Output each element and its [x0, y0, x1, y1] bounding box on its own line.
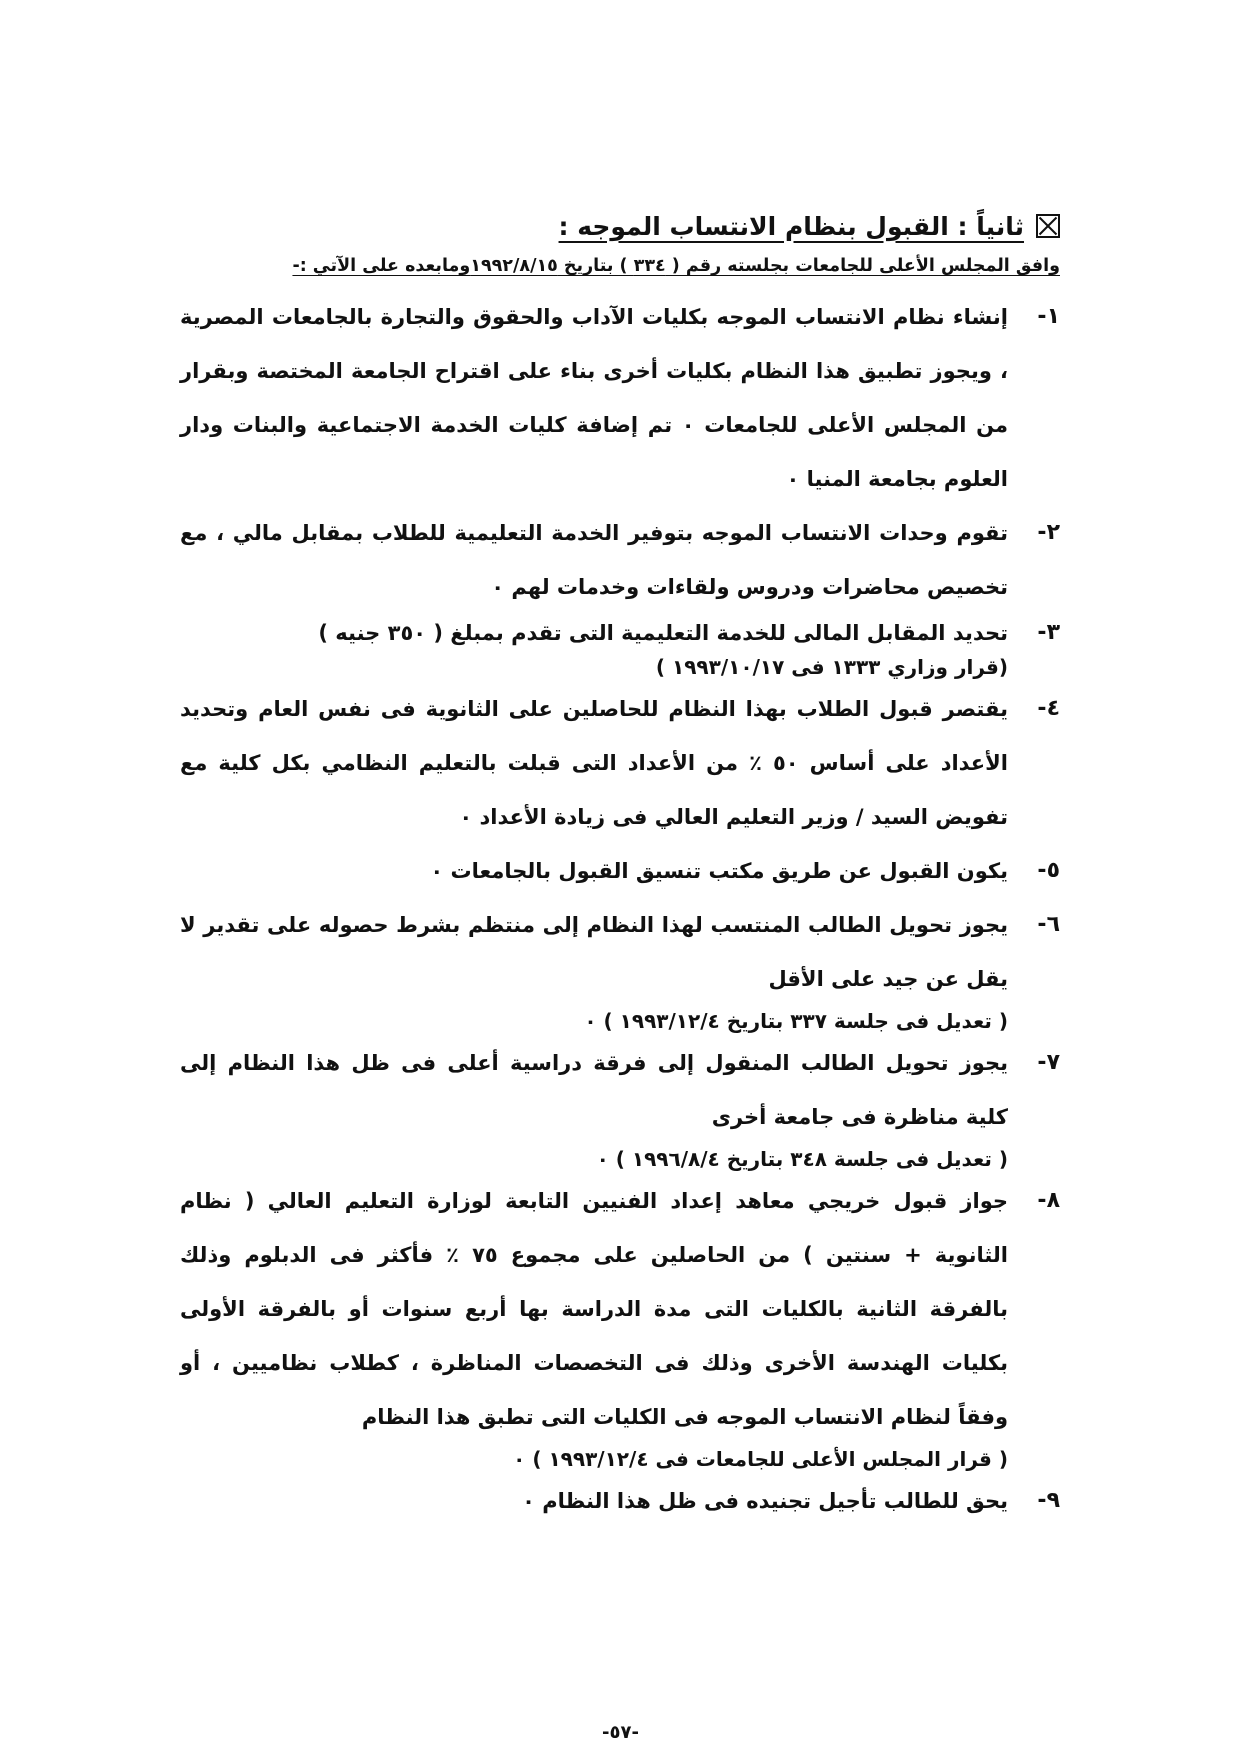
clause-number: ٣- [1037, 620, 1060, 645]
clause-body [180, 614, 1008, 682]
clause-text: يجوز تحويل الطالب المنقول إلى فرقة دراسية أعلى فى ظل هذا النظام إلى كلية مناظرة فى جامعة أخرى [180, 1051, 1008, 1129]
clause-4 [180, 682, 1060, 844]
clause-6 [180, 898, 1060, 1036]
clause-number: ٩- [1037, 1488, 1060, 1513]
clause-number: ٦- [1037, 912, 1060, 937]
clause-5 [180, 844, 1060, 898]
clause-text: جواز قبول خريجي معاهد إعداد الفنيين التابعة لوزارة التعليم العالي ( نظام الثانوية + سنتين ) من الحاصلين على مجموع ٧٥ ٪ فأكثر فى الدبلوم وذلك بالفرقة الثانية بالكليات التى مدة الدراسة بها أربع سنوات أو بالفرقة الأولى بكليات الهندسة الأخرى وذلك فى التخصصات المناظرة ، كطلاب نظاميين ، أو وفقاً لنظام الانتساب الموجه فى الكليات التى تطبق هذا النظام [180, 1189, 1009, 1429]
council-decision-intro: وافق المجلس الأعلى للجامعات بجلسته رقم ( ٣٣٤ ) بتاريخ ١٩٩٢/٨/١٥ومابعده على الآتي :- [292, 256, 1060, 276]
clause-number: ٧- [1037, 1050, 1060, 1075]
checked-box-icon [1036, 214, 1060, 238]
clause-number: ٢- [1037, 520, 1060, 545]
clause-3 [180, 614, 1060, 682]
page-number: -٥٧- [602, 1722, 639, 1743]
clause-text: يكون القبول عن طريق مكتب تنسيق القبول بالجامعات ٠ [430, 859, 1008, 883]
clause-number: ١- [1037, 304, 1060, 329]
clause-body [180, 898, 1008, 1036]
clause-body [180, 1036, 1008, 1174]
clause-number: ٨- [1037, 1188, 1060, 1213]
document-page [180, 204, 1060, 1528]
clause-8 [180, 1174, 1060, 1474]
clause-9 [180, 1474, 1060, 1528]
clause-text: تحديد المقابل المالى للخدمة التعليمية التى تقدم بمبلغ ( ٣٥٠ جنيه ) [318, 621, 1008, 645]
clause-amendment-note: ( تعديل فى جلسة ٣٤٨ بتاريخ ١٩٩٦/٨/٤ ) ٠ [596, 1147, 1008, 1171]
clause-body [180, 506, 1008, 614]
clauses-list [180, 290, 1060, 1528]
clause-text: يحق للطالب تأجيل تجنيده فى ظل هذا النظام ٠ [522, 1489, 1008, 1513]
clause-text: إنشاء نظام الانتساب الموجه بكليات الآداب والحقوق والتجارة بالجامعات المصرية ، ويجوز تطبيق هذا النظام بكليات أخرى بناء على اقتراح الجامعة المختصة وبقرار من المجلس الأعلى للجامعات ٠ تم إضافة كليات الخدمة الاجتماعية والبنات ودار العلوم بجامعة المنيا ٠ [180, 305, 1008, 491]
section-heading [180, 204, 1060, 248]
clause-body [180, 1174, 1008, 1474]
clause-number: ٥- [1037, 858, 1060, 883]
clause-body [180, 844, 1008, 898]
clause-body [180, 290, 1008, 506]
clause-1 [180, 290, 1060, 506]
clause-body [180, 1474, 1008, 1528]
clause-text: تقوم وحدات الانتساب الموجه بتوفير الخدمة التعليمية للطلاب بمقابل مالي ، مع تخصيص محاضرات ودروس ولقاءات وخدمات لهم ٠ [180, 521, 1008, 599]
clause-amendment-note: ( تعديل فى جلسة ٣٣٧ بتاريخ ١٩٩٣/١٢/٤ ) ٠ [584, 1009, 1008, 1033]
clause-7 [180, 1036, 1060, 1174]
clause-body [180, 682, 1008, 844]
clause-text: يقتصر قبول الطلاب بهذا النظام للحاصلين على الثانوية فى نفس العام وتحديد الأعداد على أساس ٥٠ ٪ من الأعداد التى قبلت بالتعليم النظامي بكل كلية مع تفويض السيد / وزير التعليم العالي فى زيادة الأعداد ٠ [180, 697, 1008, 829]
section-heading-text: ثانياً : القبول بنظام الانتساب الموجه : [558, 211, 1024, 241]
clause-2 [180, 506, 1060, 614]
clause-number: ٤- [1037, 696, 1060, 721]
clause-reference-note: ( قرار المجلس الأعلى للجامعات فى ١٩٩٣/١٢/٤ ) ٠ [513, 1447, 1008, 1471]
clause-text: يجوز تحويل الطالب المنتسب لهذا النظام إلى منتظم بشرط حصوله على تقدير لا يقل عن جيد على الأقل [180, 913, 1008, 991]
clause-reference-note: (قرار وزاري ١٣٣٣ فى ١٩٩٣/١٠/١٧ ) [655, 655, 1008, 679]
